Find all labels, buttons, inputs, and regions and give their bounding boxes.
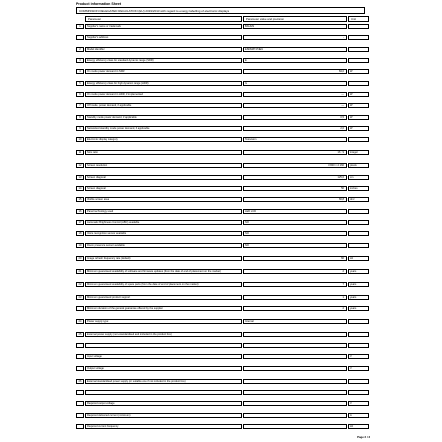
row-number: 19 — [76, 243, 84, 248]
row-number: 13 — [76, 175, 84, 180]
table-row — [76, 126, 369, 131]
parameter-unit: Hz — [348, 424, 369, 429]
parameter-unit: Hz — [348, 256, 369, 261]
parameter-value — [243, 401, 347, 406]
parameter-value: 1 — [243, 295, 347, 300]
parameter-value: 2,0 — [243, 126, 347, 131]
row-number: 15 — [76, 197, 84, 202]
parameter-label: On mode power demand in HDR, if implemented — [85, 92, 242, 97]
parameter-label: Required output voltage — [85, 401, 242, 406]
parameter-unit — [348, 231, 369, 236]
row-number: 17 — [76, 220, 84, 225]
parameter-unit — [348, 243, 369, 248]
row-number: 14 — [76, 186, 84, 191]
parameter-unit: years — [348, 306, 369, 311]
parameter-label: External power supply (non-standardised and included in the product box) — [85, 332, 242, 337]
parameter-label: Visible screen area — [85, 197, 242, 202]
table-row — [76, 269, 369, 274]
table-row — [76, 306, 369, 311]
row-number: 5 — [76, 81, 84, 86]
row-number: 10 — [76, 137, 84, 142]
parameter-unit: cm — [348, 175, 369, 180]
table-row — [76, 319, 369, 324]
table-row — [76, 354, 369, 359]
table-row — [76, 115, 369, 120]
row-number — [76, 413, 84, 418]
parameter-label: Standby mode power demand, if applicable — [85, 115, 242, 120]
table-row — [76, 390, 369, 395]
table-row — [76, 282, 369, 287]
table-row — [76, 137, 369, 142]
parameter-value: 50 — [243, 186, 347, 191]
parameter-label: Required delivered current (minimum) — [85, 413, 242, 418]
parameter-value: 16 : 9 — [243, 150, 347, 155]
parameter-label: Automatic Brightness Control (ABC) available — [85, 220, 242, 225]
parameter-value: 7 — [243, 282, 347, 287]
parameter-unit — [348, 379, 369, 384]
parameter-unit — [348, 390, 369, 395]
parameter-unit — [348, 343, 369, 348]
row-number — [76, 366, 84, 371]
table-row — [76, 163, 369, 168]
parameter-unit — [348, 332, 369, 337]
parameter-value: Internal — [243, 319, 347, 324]
row-number: 8 — [76, 115, 84, 120]
row-number: 20 — [76, 256, 84, 261]
parameter-value: 3 840 × 2 160 — [243, 163, 347, 168]
parameter-label: Minimum guaranteed availability of software and firmware updates (from the date of end of placement on the market) — [85, 269, 242, 274]
table-row — [76, 256, 369, 261]
row-number: 4 — [76, 69, 84, 74]
table-row — [76, 150, 369, 155]
table-row — [76, 47, 369, 52]
table-row — [76, 401, 369, 406]
parameter-unit: W — [348, 126, 369, 131]
table-row — [76, 379, 369, 384]
parameter-unit: years — [348, 269, 369, 274]
parameter-value — [243, 379, 347, 384]
row-number — [76, 354, 84, 359]
parameter-label: Input voltage — [85, 354, 242, 359]
row-number: 16 — [76, 209, 84, 214]
table-row — [76, 220, 369, 225]
parameter-value: NO — [243, 220, 347, 225]
table-row — [76, 24, 369, 29]
parameter-value: G — [243, 81, 347, 86]
table-row — [76, 209, 369, 214]
parameter-value — [243, 390, 347, 395]
parameter-value: 2 — [243, 269, 347, 274]
table-row — [76, 92, 369, 97]
parameter-value: Television — [243, 137, 347, 142]
parameter-label: Screen diagonal — [85, 175, 242, 180]
parameter-unit: integer — [348, 150, 369, 155]
parameter-value: 2 — [243, 306, 347, 311]
row-number: 23 — [76, 295, 84, 300]
parameter-unit: A — [348, 413, 369, 418]
column-header-value: Parameter value and precision — [243, 16, 347, 22]
parameter-label: Screen resolution — [85, 163, 242, 168]
row-number: 11 — [76, 150, 84, 155]
parameter-label: Size ratio — [85, 150, 242, 155]
parameter-unit: V — [348, 366, 369, 371]
row-number — [76, 424, 84, 429]
parameter-label: External standardised power supply (or suitable one if not included in the product box) — [85, 379, 242, 384]
row-number — [76, 35, 84, 40]
parameter-value — [243, 332, 347, 337]
table-row — [76, 197, 369, 202]
parameter-unit — [348, 319, 369, 324]
parameter-label: Minimum guaranteed product support — [85, 295, 242, 300]
parameter-label — [85, 390, 242, 395]
parameter-value: NO — [243, 231, 347, 236]
parameter-unit — [348, 24, 369, 29]
parameter-value: 66,8 — [243, 197, 347, 202]
parameter-label: Networked standby mode power demand, if applicable — [85, 126, 242, 131]
parameter-unit: W — [348, 115, 369, 120]
parameter-label: Electronic display category — [85, 137, 242, 142]
row-number: 2 — [76, 47, 84, 52]
parameter-unit — [348, 47, 369, 52]
row-number: 22 — [76, 282, 84, 287]
parameter-value: — — [243, 103, 347, 108]
parameter-value: 0,5 — [243, 115, 347, 120]
table-row — [76, 343, 369, 348]
parameter-value: 84,0 — [243, 69, 347, 74]
row-number: 21 — [76, 269, 84, 274]
table-row — [76, 35, 369, 40]
parameter-label: Energy efficiency class for standard dynamic range (SDR) — [85, 58, 242, 63]
parameter-value: 125,6 — [243, 175, 347, 180]
parameter-unit: V — [348, 401, 369, 406]
parameter-unit — [348, 220, 369, 225]
row-number: 1 — [76, 24, 84, 29]
parameter-unit: years — [348, 295, 369, 300]
parameter-label — [85, 343, 242, 348]
parameter-label: Minimum guaranteed availability of spare parts (from the date of end of placement on the market) — [85, 282, 242, 287]
parameter-value — [243, 343, 347, 348]
parameter-value: E — [243, 58, 347, 63]
parameter-label: On mode power demand in SDR — [85, 69, 242, 74]
parameter-value: BAUHN — [243, 24, 347, 29]
parameter-unit: pixels — [348, 163, 369, 168]
parameter-unit: W — [348, 103, 369, 108]
parameter-label: Supplier's name or trademark — [85, 24, 242, 29]
parameter-unit: V — [348, 354, 369, 359]
row-number: 24 — [76, 319, 84, 324]
parameter-unit — [348, 209, 369, 214]
parameter-unit — [348, 137, 369, 142]
parameter-label: Voice recognition sensor available — [85, 231, 242, 236]
parameter-label: Panel technology used — [85, 209, 242, 214]
parameter-value: - — [243, 35, 347, 40]
parameter-unit — [348, 58, 369, 63]
table-row — [76, 175, 369, 180]
regulation-subtitle: COMMISSION DELEGATED REGULATION (EU) 2019/2013 with regard to energy labelling of electronic displays — [76, 7, 365, 14]
parameter-label: Output voltage — [85, 366, 242, 371]
parameter-label: Supplier's address — [85, 35, 242, 40]
table-row — [76, 295, 369, 300]
parameter-label: Image refresh frequency rate (default) — [85, 256, 242, 261]
row-number: 9 — [76, 126, 84, 131]
parameter-unit: W — [348, 92, 369, 97]
table-row — [76, 69, 369, 74]
table-row — [76, 366, 369, 371]
parameter-label: Power supply type: — [85, 319, 242, 324]
parameter-value — [243, 354, 347, 359]
parameter-value: ESDMZT-P4EU — [243, 47, 347, 52]
parameter-label: Required current frequency — [85, 424, 242, 429]
parameter-value: — — [243, 92, 347, 97]
table-row — [76, 103, 369, 108]
row-number — [76, 343, 84, 348]
table-row — [76, 58, 369, 63]
parameter-unit: dm² — [348, 197, 369, 202]
parameter-label: Room presence sensor available — [85, 243, 242, 248]
parameter-unit: W — [348, 69, 369, 74]
table-row — [76, 424, 369, 429]
row-number — [76, 390, 84, 395]
row-number: 3 — [76, 58, 84, 63]
column-header-parameter: Parameter — [85, 16, 242, 22]
row-number: 7 — [76, 103, 84, 108]
parameter-unit — [348, 35, 369, 40]
row-number: 12 — [76, 163, 84, 168]
parameter-value: NO — [243, 243, 347, 248]
table-row — [76, 243, 369, 248]
parameter-label: Minimum duration of the general guarantee offered by the supplier — [85, 306, 242, 311]
parameter-unit — [348, 81, 369, 86]
parameter-value — [243, 413, 347, 418]
parameter-label: Model identifier — [85, 47, 242, 52]
sheet-title: Product information Sheet — [76, 2, 122, 6]
parameter-value: LED LCD — [243, 209, 347, 214]
table-row — [76, 186, 369, 191]
row-number: 26 — [76, 379, 84, 384]
parameter-label: Energy efficiency class for high dynamic range (HDR) — [85, 81, 242, 86]
row-number: 18 — [76, 231, 84, 236]
table-row — [76, 231, 369, 236]
row-number — [76, 401, 84, 406]
parameter-value: 60 — [243, 256, 347, 261]
parameter-label: Off mode, power demand, if applicable — [85, 103, 242, 108]
column-header-unit: Unit — [348, 16, 369, 22]
parameter-label: Screen diagonal — [85, 186, 242, 191]
page-number: Page 2 / 3 — [357, 435, 370, 439]
table-row — [76, 332, 369, 337]
row-number — [76, 306, 84, 311]
parameter-unit: years — [348, 282, 369, 287]
parameter-value — [243, 424, 347, 429]
row-number: 25 — [76, 332, 84, 337]
table-row — [76, 413, 369, 418]
parameter-unit: inches — [348, 186, 369, 191]
parameter-value — [243, 366, 347, 371]
table-row — [76, 81, 369, 86]
row-number: 6 — [76, 92, 84, 97]
